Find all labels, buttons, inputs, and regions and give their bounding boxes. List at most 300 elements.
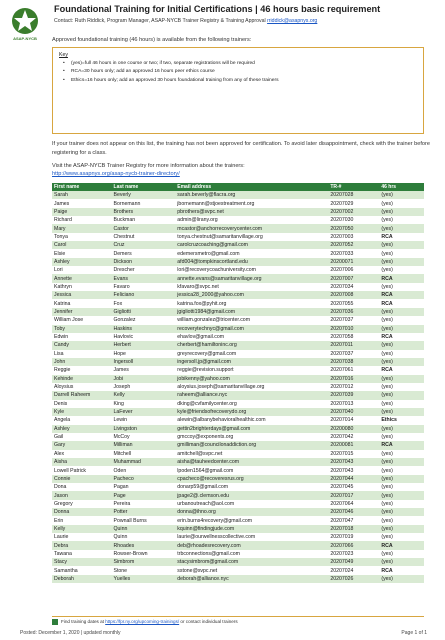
cell-tr-number: 20207028: [328, 191, 379, 199]
cell-46-hrs: (yes): [379, 458, 424, 466]
cell-tr-number: 20207012: [328, 383, 379, 391]
cell-46-hrs: (yes): [379, 491, 424, 499]
table-row: [52, 525, 424, 533]
table-body: [52, 191, 424, 583]
cell-first-name: Laurie: [52, 533, 112, 541]
key-item: [63, 69, 417, 74]
table-row: [52, 516, 424, 524]
cell-tr-number: 20207036: [328, 308, 379, 316]
calendar-icon: [52, 619, 58, 625]
key-box: [52, 47, 424, 134]
cell-first-name: Gregory: [52, 500, 112, 508]
cell-tr-number: 20207043: [328, 466, 379, 474]
table-row: [52, 258, 424, 266]
cell-tr-number: 20200080: [328, 425, 379, 433]
cell-last-name: King: [112, 400, 176, 408]
cell-last-name: Kelly: [112, 391, 176, 399]
cell-last-name: Potter: [112, 508, 176, 516]
cell-email[interactable]: admin@lirany.org: [175, 216, 328, 224]
cell-email[interactable]: deborah@alliance.nyc: [175, 575, 328, 583]
cell-46-hrs: RCA: [379, 333, 424, 341]
cell-46-hrs: (yes): [379, 191, 424, 199]
cell-46-hrs: (yes): [379, 575, 424, 583]
cell-46-hrs: (yes): [379, 208, 424, 216]
cell-last-name: Feliciano: [112, 291, 176, 299]
table-row: [52, 541, 424, 549]
cell-tr-number: 20207039: [328, 391, 379, 399]
cell-46-hrs: (yes): [379, 325, 424, 333]
cell-first-name: Carol: [52, 241, 112, 249]
cell-46-hrs: (yes): [379, 391, 424, 399]
cell-tr-number: 20207006: [328, 266, 379, 274]
cell-tr-number: 20207064: [328, 500, 379, 508]
cell-tr-number: 20207047: [328, 516, 379, 524]
cell-46-hrs: RCA: [379, 274, 424, 282]
cell-46-hrs: (yes): [379, 525, 424, 533]
cell-email[interactable]: jobikenny@yahoo.com: [175, 375, 328, 383]
cell-46-hrs: (yes): [379, 241, 424, 249]
cell-last-name: Hope: [112, 350, 176, 358]
cell-first-name: Edwin: [52, 333, 112, 341]
cell-46-hrs: RCA: [379, 441, 424, 449]
cell-46-hrs: (yes): [379, 400, 424, 408]
cell-email[interactable]: edemersmetro@gmail.com: [175, 249, 328, 257]
cell-last-name: Mitchell: [112, 450, 176, 458]
cell-first-name: Kyle: [52, 408, 112, 416]
table-row: [52, 383, 424, 391]
col-last-name: Last name: [112, 183, 176, 191]
cell-tr-number: 20207003: [328, 233, 379, 241]
cell-last-name: Beverly: [112, 191, 176, 199]
asap-logo-icon: [10, 6, 40, 36]
cell-first-name: Gary: [52, 441, 112, 449]
cell-email[interactable]: ehavlov@gmail.com: [175, 333, 328, 341]
cell-email[interactable]: laurie@ourwellnesscollective.com: [175, 533, 328, 541]
cell-last-name: Pownall Burns: [112, 516, 176, 524]
cell-first-name: Debra: [52, 541, 112, 549]
cell-email[interactable]: stacysimbrom@gmail.com: [175, 558, 328, 566]
cell-first-name: Denis: [52, 400, 112, 408]
cell-email[interactable]: kquinn@findingjude.com: [175, 525, 328, 533]
table-row: [52, 291, 424, 299]
cell-last-name: Pereira: [112, 500, 176, 508]
table-row: [52, 533, 424, 541]
cell-last-name: Rowser-Brown: [112, 550, 176, 558]
cell-tr-number: 20207043: [328, 458, 379, 466]
cell-email[interactable]: alewin@albanybehavioralhealthic.com: [175, 416, 328, 424]
cell-email[interactable]: katrina.fox@pyhit.org: [175, 299, 328, 307]
contact-line: [54, 18, 317, 24]
cell-tr-number: 20207050: [328, 224, 379, 232]
bullet: •: [63, 69, 65, 75]
cell-last-name: LaFever: [112, 408, 176, 416]
col-first-name: First name: [52, 183, 112, 191]
cell-first-name: Reggie: [52, 366, 112, 374]
cell-tr-number: 20207011: [328, 341, 379, 349]
cell-tr-number: 20207058: [328, 333, 379, 341]
table-row: [52, 299, 424, 307]
table-row: [52, 224, 424, 232]
cell-last-name: Herbert: [112, 341, 176, 349]
table-row: [52, 375, 424, 383]
cell-last-name: Havlovic: [112, 333, 176, 341]
cell-email[interactable]: jgigliotti1984@gmail.com: [175, 308, 328, 316]
cell-tr-number: 20207037: [328, 350, 379, 358]
cell-tr-number: 20207055: [328, 299, 379, 307]
table-row: [52, 508, 424, 516]
cell-46-hrs: (yes): [379, 216, 424, 224]
cell-email[interactable]: sarah.beverly@flacra.org: [175, 191, 328, 199]
cell-first-name: Stacy: [52, 558, 112, 566]
cell-first-name: Samantha: [52, 566, 112, 574]
cell-46-hrs: (yes): [379, 375, 424, 383]
cell-first-name: James: [52, 199, 112, 207]
cell-tr-number: 20200081: [328, 441, 379, 449]
bullet: •: [63, 61, 65, 66]
table-row: [52, 341, 424, 349]
cell-first-name: Richard: [52, 216, 112, 224]
posted-date: Posted: December 1, 2020 | updated monthly: [20, 630, 121, 636]
cell-first-name: Sarah: [52, 191, 112, 199]
table-row: [52, 283, 424, 291]
key-item: [63, 61, 417, 66]
contact-text: Contact: Ruth Riddick, Program Manager, ASAP-NYCB Trainer Registry & Training Approval: [54, 18, 268, 24]
table-row: [52, 500, 424, 508]
cell-email[interactable]: afd004@tompkinscortland.edu: [175, 258, 328, 266]
cell-46-hrs: (yes): [379, 483, 424, 491]
cell-first-name: Erin: [52, 516, 112, 524]
cell-first-name: Jason: [52, 491, 112, 499]
cell-last-name: Dickson: [112, 258, 176, 266]
cell-46-hrs: Ethics: [379, 416, 424, 424]
cell-last-name: Oden: [112, 466, 176, 474]
cell-last-name: Stone: [112, 566, 176, 574]
cell-tr-number: 20207033: [328, 249, 379, 257]
cell-tr-number: 20207010: [328, 325, 379, 333]
cell-last-name: Brothers: [112, 208, 176, 216]
cell-46-hrs: (yes): [379, 266, 424, 274]
approved-text: Approved foundational training (46 hours) is available from the following trainers:: [52, 37, 252, 43]
table-row: [52, 416, 424, 424]
cell-email[interactable]: ingersoll.jp@gmail.com: [175, 358, 328, 366]
cell-tr-number: 20207024: [328, 566, 379, 574]
cell-email[interactable]: tonya.chestnut@samaritanvillage.org: [175, 233, 328, 241]
cell-46-hrs: (yes): [379, 199, 424, 207]
cell-46-hrs: (yes): [379, 500, 424, 508]
key-item: [63, 78, 417, 83]
cell-first-name: John: [52, 358, 112, 366]
not-appear-notice: If your trainer does not appear on this list, the training has not been approved for certification. To avoid later disappointment, check with the trainer before registering for a class.: [52, 141, 431, 156]
cell-46-hrs: (yes): [379, 450, 424, 458]
cell-46-hrs: (yes): [379, 425, 424, 433]
col-tr-number: TR-#: [328, 183, 379, 191]
table-row: [52, 450, 424, 458]
cell-last-name: Favaro: [112, 283, 176, 291]
cell-last-name: Yuelles: [112, 575, 176, 583]
cell-email[interactable]: aisha@tauheedcenter.com: [175, 458, 328, 466]
cell-tr-number: 20200071: [328, 258, 379, 266]
table-row: [52, 358, 424, 366]
cell-first-name: Kehinde: [52, 375, 112, 383]
cell-last-name: Pacheco: [112, 475, 176, 483]
table-row: [52, 491, 424, 499]
registry-link[interactable]: http://www.asapnys.org/asap-nycb-trainer-directory/: [52, 171, 180, 177]
find-training-bar: [52, 616, 424, 627]
table-row: [52, 575, 424, 583]
cell-46-hrs: (yes): [379, 516, 424, 524]
table-row: [52, 216, 424, 224]
cell-first-name: Angela: [52, 416, 112, 424]
cell-46-hrs: (yes): [379, 316, 424, 324]
cell-last-name: Demers: [112, 249, 176, 257]
cell-tr-number: 20207046: [328, 508, 379, 516]
cell-tr-number: 20207066: [328, 541, 379, 549]
cell-last-name: Gigliotti: [112, 308, 176, 316]
cell-first-name: Connie: [52, 475, 112, 483]
table-row: [52, 458, 424, 466]
cell-last-name: Drescher: [112, 266, 176, 274]
table-row: [52, 325, 424, 333]
cell-email[interactable]: donna@ihno.org: [175, 508, 328, 516]
cell-tr-number: 20207014: [328, 416, 379, 424]
cell-last-name: Castor: [112, 224, 176, 232]
find-training-link[interactable]: https://fpr.ny.org/upcoming-trainings/: [105, 619, 180, 625]
logo-text: ASAP-NYCB: [13, 36, 37, 41]
table-row: [52, 366, 424, 374]
cell-last-name: Ingersoll: [112, 358, 176, 366]
cell-first-name: Toby: [52, 325, 112, 333]
cell-tr-number: 20207034: [328, 283, 379, 291]
bullet: •: [63, 77, 65, 83]
key-item-text: Ethics=16 hours only; add an approved 30 hours foundational training from any of these trainers: [71, 77, 279, 83]
table-row: [52, 274, 424, 282]
cell-last-name: Page: [112, 491, 176, 499]
cell-last-name: Joseph: [112, 383, 176, 391]
cell-email[interactable]: gmilliman@councilonaddiction.org: [175, 441, 328, 449]
cell-email[interactable]: urbanoutreach@aol.com: [175, 500, 328, 508]
table-row: [52, 308, 424, 316]
cell-tr-number: 20207061: [328, 366, 379, 374]
cell-email[interactable]: jbornemann@stjoestreatment.org: [175, 199, 328, 207]
cell-last-name: Livingston: [112, 425, 176, 433]
contact-email-link[interactable]: rriddick@asapnys.org: [267, 18, 318, 24]
cell-last-name: Evans: [112, 274, 176, 282]
table-row: [52, 333, 424, 341]
table-row: [52, 425, 424, 433]
table-row: [52, 241, 424, 249]
cell-first-name: Ashley: [52, 425, 112, 433]
cell-first-name: Lowell Patrick: [52, 466, 112, 474]
col-46-hrs: 46 hrs: [379, 183, 424, 191]
cell-first-name: Gail: [52, 433, 112, 441]
cell-email[interactable]: gettin2brighterdays@gmail.com: [175, 425, 328, 433]
cell-email[interactable]: mcastor@anchorrecoverycenter.com: [175, 224, 328, 232]
cell-tr-number: 20207019: [328, 533, 379, 541]
cell-46-hrs: RCA: [379, 541, 424, 549]
cell-46-hrs: (yes): [379, 383, 424, 391]
table-row: [52, 475, 424, 483]
cell-46-hrs: (yes): [379, 258, 424, 266]
cell-last-name: McCoy: [112, 433, 176, 441]
cell-first-name: Darrell Raheem: [52, 391, 112, 399]
cell-tr-number: 20207018: [328, 525, 379, 533]
cell-46-hrs: RCA: [379, 233, 424, 241]
table-row: [52, 208, 424, 216]
cell-tr-number: 20207015: [328, 450, 379, 458]
find-prefix: Find training dates at: [61, 619, 106, 625]
cell-46-hrs: (yes): [379, 558, 424, 566]
cell-email[interactable]: lori@recoverycoachuniversity.com: [175, 266, 328, 274]
cell-first-name: Aisha: [52, 458, 112, 466]
cell-last-name: Bornemann: [112, 199, 176, 207]
table-row: [52, 466, 424, 474]
cell-46-hrs: (yes): [379, 550, 424, 558]
cell-email[interactable]: gmccoy@exponents.org: [175, 433, 328, 441]
cell-first-name: Mary: [52, 224, 112, 232]
table-row: [52, 199, 424, 207]
table-row: [52, 433, 424, 441]
page-title: Foundational Training for Initial Certifications | 46 hours basic requirement: [54, 4, 381, 14]
cell-tr-number: 20207044: [328, 475, 379, 483]
table-row: [52, 233, 424, 241]
cell-first-name: Katrina: [52, 299, 112, 307]
cell-46-hrs: (yes): [379, 533, 424, 541]
cell-email[interactable]: william.gonzalez@tricenter.com: [175, 316, 328, 324]
cell-tr-number: 20207037: [328, 316, 379, 324]
cell-46-hrs: (yes): [379, 224, 424, 232]
registry-info: [52, 162, 245, 178]
cell-46-hrs: RCA: [379, 291, 424, 299]
cell-tr-number: 20207023: [328, 550, 379, 558]
cell-email[interactable]: reggie@revision.support: [175, 366, 328, 374]
table-row: [52, 249, 424, 257]
cell-email[interactable]: aloysius.joseph@samaritanvillage.org: [175, 383, 328, 391]
cell-last-name: Muhammad: [112, 458, 176, 466]
table-row: [52, 266, 424, 274]
cell-email[interactable]: jessica28_2000@yahoo.com: [175, 291, 328, 299]
table-row: [52, 408, 424, 416]
cell-first-name: Tonya: [52, 233, 112, 241]
cell-tr-number: 20207002: [328, 208, 379, 216]
cell-46-hrs: (yes): [379, 358, 424, 366]
cell-tr-number: 20207030: [328, 216, 379, 224]
cell-46-hrs: (yes): [379, 283, 424, 291]
cell-tr-number: 20207038: [328, 358, 379, 366]
page-number: Page 1 of 1: [401, 630, 427, 636]
cell-tr-number: 20207052: [328, 241, 379, 249]
cell-46-hrs: (yes): [379, 341, 424, 349]
cell-email[interactable]: kfavaro@svpc.net: [175, 283, 328, 291]
key-title: Key: [59, 52, 68, 58]
cell-email[interactable]: sstone@svpc.net: [175, 566, 328, 574]
cell-email[interactable]: raheem@alliance.nyc: [175, 391, 328, 399]
cell-46-hrs: (yes): [379, 350, 424, 358]
cell-tr-number: 20207029: [328, 199, 379, 207]
cell-last-name: James: [112, 366, 176, 374]
cell-email[interactable]: dking@cvfamilycenter.org: [175, 400, 328, 408]
cell-last-name: Jobi: [112, 375, 176, 383]
cell-email[interactable]: deb@rhoadesrecovery.com: [175, 541, 328, 549]
cell-email[interactable]: cpacheco@recoveresrus.org: [175, 475, 328, 483]
cell-46-hrs: RCA: [379, 366, 424, 374]
cell-tr-number: 20207026: [328, 575, 379, 583]
cell-46-hrs: (yes): [379, 466, 424, 474]
cell-first-name: Annette: [52, 274, 112, 282]
cell-tr-number: 20207013: [328, 400, 379, 408]
visit-text: Visit the ASAP-NYCB Trainer Registry for more information about the trainers:: [52, 163, 245, 169]
cell-email[interactable]: greyrecovery@gmail.com: [175, 350, 328, 358]
table-row: [52, 350, 424, 358]
cell-first-name: Lisa: [52, 350, 112, 358]
cell-last-name: Quinn: [112, 533, 176, 541]
table-row: [52, 441, 424, 449]
cell-last-name: Pagan: [112, 483, 176, 491]
cell-tr-number: 20207017: [328, 491, 379, 499]
cell-email[interactable]: annette.evans@samaritanvillage.org: [175, 274, 328, 282]
cell-first-name: Elsie: [52, 249, 112, 257]
cell-tr-number: 20207042: [328, 433, 379, 441]
cell-email[interactable]: carolcruzcoaching@gmail.com: [175, 241, 328, 249]
cell-tr-number: 20207007: [328, 274, 379, 282]
cell-first-name: Lori: [52, 266, 112, 274]
cell-first-name: Ashley: [52, 258, 112, 266]
cell-46-hrs: (yes): [379, 475, 424, 483]
cell-last-name: Rhoades: [112, 541, 176, 549]
cell-first-name: Jennifer: [52, 308, 112, 316]
cell-46-hrs: (yes): [379, 308, 424, 316]
cell-last-name: Fox: [112, 299, 176, 307]
table-row: [52, 191, 424, 199]
cell-46-hrs: RCA: [379, 566, 424, 574]
cell-first-name: Donna: [52, 508, 112, 516]
cell-email[interactable]: erin.burns4recovery@gmail.com: [175, 516, 328, 524]
cell-first-name: Kelly: [52, 525, 112, 533]
cell-email[interactable]: pbrothers@svpc.net: [175, 208, 328, 216]
cell-email[interactable]: trbconnections@gmail.com: [175, 550, 328, 558]
cell-first-name: Aloysius: [52, 383, 112, 391]
table-row: [52, 483, 424, 491]
cell-first-name: William Jose: [52, 316, 112, 324]
cell-last-name: Gonzalez: [112, 316, 176, 324]
cell-email[interactable]: jpage2@.clemson.edu: [175, 491, 328, 499]
cell-last-name: Chestnut: [112, 233, 176, 241]
cell-tr-number: 20207016: [328, 375, 379, 383]
table-header-row: [52, 183, 424, 191]
cell-email[interactable]: donarp59@gmail.com: [175, 483, 328, 491]
cell-email[interactable]: recoverytechnyc@gmail.com: [175, 325, 328, 333]
cell-email[interactable]: cherbert@hamiltoninc.org: [175, 341, 328, 349]
cell-last-name: Buckman: [112, 216, 176, 224]
cell-tr-number: 20207008: [328, 291, 379, 299]
cell-first-name: Alex: [52, 450, 112, 458]
trainer-table: [52, 183, 424, 583]
cell-email[interactable]: kyle@friendsofrecoverydo.org: [175, 408, 328, 416]
cell-46-hrs: (yes): [379, 249, 424, 257]
cell-first-name: Paige: [52, 208, 112, 216]
cell-first-name: Candy: [52, 341, 112, 349]
find-suffix: or contact individual trainers: [179, 619, 238, 625]
col-email: Email address: [175, 183, 328, 191]
cell-46-hrs: (yes): [379, 408, 424, 416]
cell-email[interactable]: amitchell@svpc.net: [175, 450, 328, 458]
table-row: [52, 550, 424, 558]
cell-email[interactable]: lpoden1564@gmail.com: [175, 466, 328, 474]
cell-tr-number: 20207045: [328, 483, 379, 491]
cell-last-name: Milliman: [112, 441, 176, 449]
cell-first-name: Kathryn: [52, 283, 112, 291]
cell-46-hrs: (yes): [379, 433, 424, 441]
cell-last-name: Quinn: [112, 525, 176, 533]
